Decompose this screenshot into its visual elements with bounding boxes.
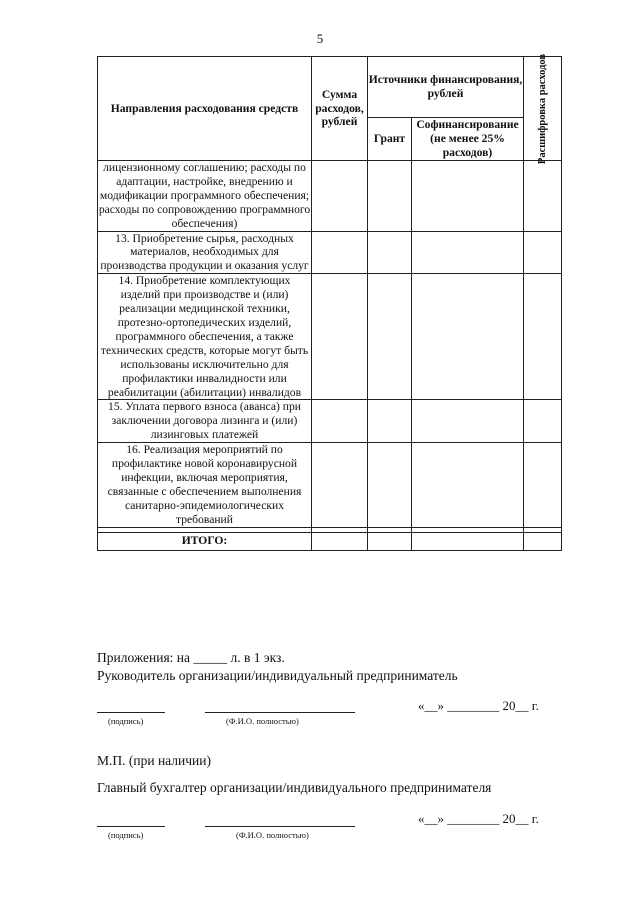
total-breakdown[interactable] [524, 532, 562, 550]
cell-cofinancing[interactable] [412, 274, 524, 400]
table-row [98, 231, 562, 274]
cell-breakdown[interactable] [524, 161, 562, 232]
row-description: 15. Уплата первого взноса (аванса) при заключении договора лизинга и (или) лизинговых платежей [98, 400, 312, 443]
cell-grant[interactable] [368, 231, 412, 274]
header-sum: Сумма расходов, рублей [312, 57, 368, 161]
accountant-signature-caption: (подпись) [108, 830, 144, 840]
table-row [98, 400, 562, 443]
total-grant[interactable] [368, 532, 412, 550]
header-cofinancing: Софинансирование (не менее 25% расходов) [412, 118, 524, 161]
cell-grant[interactable] [368, 400, 412, 443]
table-header-row [98, 57, 562, 118]
row-description: лицензионному соглашению; расходы по адаптации, настройке, внедрению и модификации программного обеспечения; расходы по сопровождению программного обеспечения) [98, 161, 311, 230]
header-breakdown [524, 53, 562, 164]
accountant-title: Главный бухгалтер организации/индивидуального предпринимателя [97, 780, 492, 795]
accountant-fio-caption: (Ф.И.О. полностью) [236, 830, 309, 840]
header-sources: Источники финансирования, рублей [368, 57, 524, 118]
head-date-line: «__» ________ 20__ г. [418, 698, 539, 713]
cell-sum[interactable] [312, 161, 368, 232]
cell-sum[interactable] [312, 274, 368, 400]
cell-breakdown[interactable] [524, 231, 562, 274]
header-grant: Грант [368, 118, 412, 161]
cell-grant[interactable] [368, 161, 412, 232]
stamp-label: М.П. (при наличии) [97, 753, 211, 768]
row-description: 16. Реализация мероприятий по профилактике новой коронавирусной инфекции, включая мероприятия, связанные с обеспечением выполнения санитарно-эпидемиологических требований [98, 443, 312, 527]
cell-cofinancing[interactable] [412, 400, 524, 443]
attachments-line: Приложения: на _____ л. в 1 экз. [97, 650, 285, 665]
cell-cofinancing[interactable] [412, 443, 524, 527]
cell-sum[interactable] [312, 443, 368, 527]
head-signature-caption: (подпись) [108, 716, 144, 726]
cell-breakdown[interactable] [524, 400, 562, 443]
header-breakdown-label: Расшифровка расходов [536, 53, 548, 164]
table-row [98, 443, 562, 527]
expenses-table [97, 53, 562, 551]
cell-breakdown[interactable] [524, 274, 562, 400]
accountant-signature-line[interactable] [97, 826, 165, 827]
cell-cofinancing[interactable] [412, 161, 524, 232]
accountant-date-line: «__» ________ 20__ г. [418, 811, 539, 826]
head-signature-line[interactable] [97, 712, 165, 713]
cell-cofinancing[interactable] [412, 231, 524, 274]
table-row [98, 274, 562, 400]
cell-breakdown[interactable] [524, 443, 562, 527]
cell-grant[interactable] [368, 274, 412, 400]
head-title: Руководитель организации/индивидуальный предприниматель [97, 668, 458, 683]
cell-sum[interactable] [312, 231, 368, 274]
page-number: 5 [316, 31, 324, 46]
table-row [98, 161, 562, 232]
cell-sum[interactable] [312, 400, 368, 443]
total-cofinancing[interactable] [412, 532, 524, 550]
cell-grant[interactable] [368, 443, 412, 527]
head-fio-line[interactable] [205, 712, 355, 713]
total-row [98, 532, 562, 550]
total-label: ИТОГО: [98, 532, 312, 550]
row-description: 14. Приобретение комплектующих изделий при производстве и (или) реализации медицинской техники, протезно-ортопедических изделий, программного обеспечения, а также технических средств, которые могут быть использованы исключительно для профилактики инвалидности или реабилитации (абилитации) инвалидов [98, 274, 312, 400]
head-fio-caption: (Ф.И.О. полностью) [226, 716, 299, 726]
header-directions: Направления расходования средств [98, 57, 312, 161]
row-description: 13. Приобретение сырья, расходных материалов, необходимых для производства продукции и оказания услуг [98, 231, 312, 274]
accountant-fio-line[interactable] [205, 826, 355, 827]
total-sum[interactable] [312, 532, 368, 550]
